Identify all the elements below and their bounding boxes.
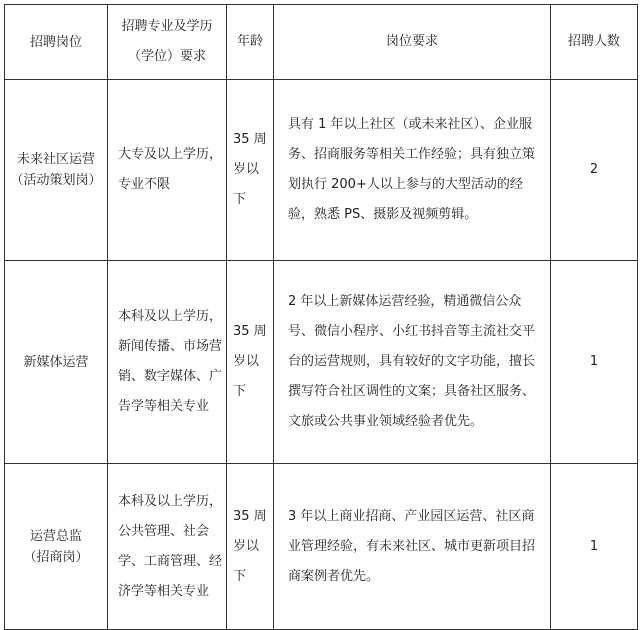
cell-position bbox=[5, 261, 108, 464]
requirements-text: 具有 1 年以上社区（或未来社区）、企业服务、招商服务等相关工作经验；具有独立策划执行 200+人以上参与的大型活动的经验，熟悉 PS、摄影及视频剪辑。 bbox=[288, 117, 536, 222]
cell-count bbox=[551, 261, 638, 464]
cell-requirements bbox=[274, 80, 551, 261]
header-position-label: 招聘岗位 bbox=[29, 34, 82, 50]
age-text: 35 周岁以下 bbox=[233, 508, 267, 584]
cell-count bbox=[551, 80, 638, 261]
education-text: 本科及以上学历，新闻传播、市场营销、数字媒体、广告学等相关专业 bbox=[118, 309, 223, 414]
cell-age bbox=[227, 464, 274, 630]
position-title: 未来社区运营 bbox=[16, 152, 95, 167]
requirements-text: 2 年以上新媒体运营经验，精通微信公众号、微信小程序、小红书抖音等主流社交平台的运营规则，具有较好的文字功能，擅长撰写符合社区调性的文案；具备社区服务、文旅或公共事业领域经验者优先。 bbox=[288, 294, 536, 429]
cell-education bbox=[108, 80, 227, 261]
header-count-label: 招聘人数 bbox=[567, 34, 620, 49]
cell-position bbox=[5, 464, 108, 630]
table-header-row bbox=[5, 5, 638, 80]
table-row bbox=[5, 80, 638, 261]
education-text: 大专及以上学历，专业不限 bbox=[118, 147, 223, 192]
position-title: 新媒体运营 bbox=[23, 354, 89, 370]
recruitment-table-container bbox=[4, 4, 638, 630]
education-text: 本科及以上学历，公共管理、社会学、工商管理、经济学等相关专业 bbox=[118, 493, 223, 599]
cell-education bbox=[108, 261, 227, 464]
count-text: 1 bbox=[589, 538, 599, 554]
position-subtitle: （招商岗） bbox=[23, 549, 89, 565]
header-age-label: 年龄 bbox=[236, 34, 263, 49]
cell-position bbox=[5, 80, 108, 261]
count-text: 1 bbox=[589, 354, 599, 369]
header-requirements bbox=[274, 5, 551, 80]
cell-age bbox=[227, 80, 274, 261]
position-title: 运营总监 bbox=[29, 528, 82, 544]
header-requirements-label: 岗位要求 bbox=[385, 34, 438, 49]
header-education-line1: 招聘专业及学历 bbox=[121, 19, 213, 34]
table-row bbox=[5, 464, 638, 630]
count-text: 2 bbox=[589, 162, 599, 177]
header-count bbox=[551, 5, 638, 80]
cell-requirements bbox=[274, 464, 551, 630]
cell-count bbox=[551, 464, 638, 630]
position-subtitle: （活动策划岗） bbox=[10, 173, 102, 188]
cell-requirements bbox=[274, 261, 551, 464]
age-text: 35 周岁以下 bbox=[233, 324, 267, 399]
age-text: 35 周岁以下 bbox=[233, 132, 267, 207]
header-education-line2: （学位）要求 bbox=[127, 49, 206, 64]
recruitment-table bbox=[4, 4, 638, 630]
header-education bbox=[108, 5, 227, 80]
header-position bbox=[5, 5, 108, 80]
table-row bbox=[5, 261, 638, 464]
cell-age bbox=[227, 261, 274, 464]
cell-education bbox=[108, 464, 227, 630]
requirements-text: 3 年以上商业招商、产业园区运营、社区商业管理经验，有未来社区、城市更新项目招商案例者优先。 bbox=[288, 508, 536, 584]
header-age bbox=[227, 5, 274, 80]
